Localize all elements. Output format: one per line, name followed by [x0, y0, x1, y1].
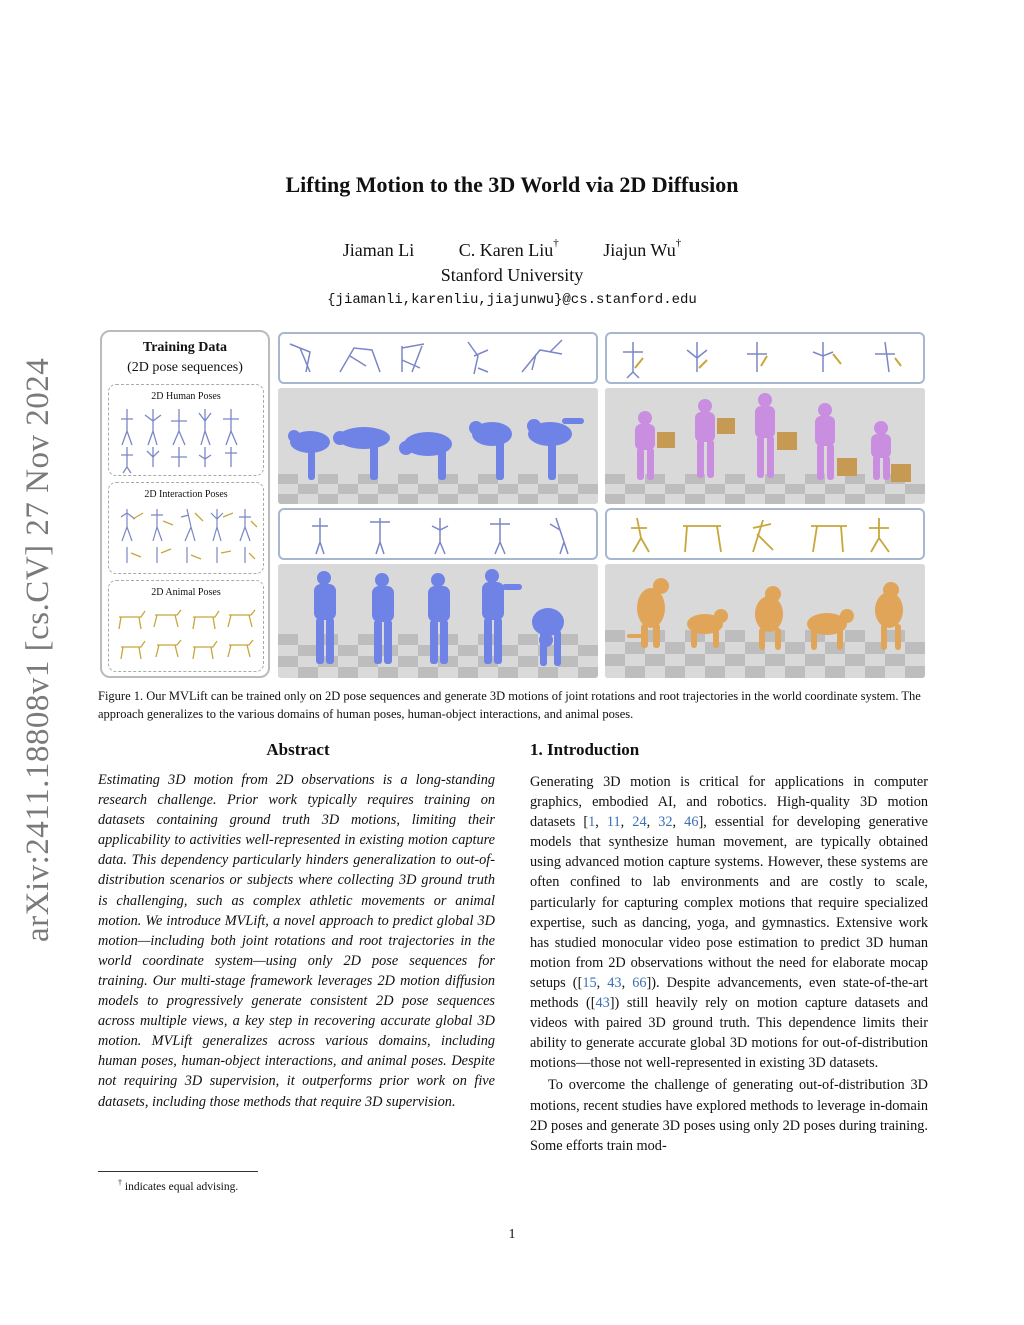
- introduction-heading: 1. Introduction: [530, 740, 640, 759]
- interaction-poses-label: 2D Interaction Poses: [144, 489, 228, 500]
- citation-link[interactable]: 32: [658, 814, 673, 831]
- citation-link[interactable]: 15: [582, 974, 597, 991]
- abstract-heading: Abstract: [266, 740, 330, 759]
- page-number: 1: [508, 1227, 516, 1242]
- citation-link[interactable]: 46: [684, 814, 699, 831]
- animal-3d-scene: [605, 564, 925, 678]
- intro-paragraph-1: Generating 3D motion is critical for applications in computer graphics, embodied AI, and robotics. High-quality 3D motion datasets [1, 11, 24, 32, 46], essential for developing generative models that synthesize human movement, are typically obtained using advanced motion capture systems. However, these systems are often confined to lab environments and are costly to scale, particularly for capturing complex motions that require specialized expertise, such as dancing, yoga, and gymnastics. Extensive work has studied monocular video pose estimation to predict 3D human motion from 2D observations without the need for elaborate mocap setups ([15, 43, 66]). Despite advancements, even state-of-the-art methods ([43]) still heavily rely on motion capture datasets and videos with paired 3D ground truth. This dependence limits their ability to generate accurate global 3D motions for out-of-distribution motions—those not well-represented in existing 3D datasets.: [530, 774, 929, 1072]
- interaction-2d-skeletons: [607, 334, 923, 382]
- arxiv-identifier: arXiv:2411.18808v1 [cs.CV] 27 Nov 2024: [20, 357, 56, 943]
- footnote: † indicates equal advising.: [118, 1178, 239, 1193]
- citation-link[interactable]: 66: [632, 974, 647, 991]
- animal-2d-skeletons: [607, 510, 923, 558]
- introduction-body: [530, 772, 928, 1156]
- author-2: C. Karen Liu†: [458, 237, 559, 260]
- footnote-divider: [98, 1171, 258, 1172]
- animal-3d-mesh-render: [605, 564, 925, 678]
- human-3d-mesh-render: [278, 388, 598, 504]
- affiliation: Stanford University: [440, 265, 584, 285]
- interaction-poses-box: [108, 482, 264, 574]
- abstract-body: Estimating 3D motion from 2D observations is a long-standing research challenge. Prior work typically requires training on datasets containing ground truth 3D motions, limiting their applicability to activities well-represented in existing motion capture data. This dependency particularly hinders generalization to out-of-distribution scenarios or subjects where collecting 3D ground truth is challenging, such as complex athletic movements or animal motion. We introduce MVLift, a novel approach to predict global 3D motion—including both joint rotations and root trajectories in the world coordinate system—using only 2D pose sequences for training. Our multi-stage framework leverages 2D motion diffusion models to progressively generate consistent 2D pose sequences across multiple views, a key step in recovering accurate global 3D motion. MVLift generalizes across various domains, including human poses, human-object interactions, and animal poses. Despite not requiring 3D supervision, it outperforms prior work on five datasets, including those methods that require 3D supervision.: [98, 772, 495, 1110]
- human-2d-skeletons: [280, 334, 596, 382]
- author-emails: {jiamanli,karenliu,jiajunwu}@cs.stanford.edu: [327, 292, 697, 308]
- training-data-panel: [100, 330, 270, 678]
- training-data-subtitle: (2D pose sequences): [127, 360, 243, 375]
- intro-paragraph-2: To overcome the challenge of generating out-of-distribution 3D motions, recent studies have explored methods to leverage in-domain 2D poses and generate 3D poses using only 2D poses during training. Some efforts train mod-: [530, 1077, 928, 1154]
- animal-2d-strip: [605, 508, 925, 560]
- citation-link[interactable]: 43: [607, 974, 622, 991]
- figure-caption: Figure 1. Our MVLift can be trained only on 2D pose sequences and generate 3D motions of joint rotations and root trajectories in the world coordinate system. The approach generalizes to the various domains of human poses, human-object interactions, and animal poses.: [98, 689, 921, 721]
- human-2d-strip-2: [278, 508, 598, 560]
- citation-link[interactable]: 43: [595, 995, 610, 1012]
- human-2d-skeletons-2: [280, 510, 596, 558]
- animal-poses-label: 2D Animal Poses: [151, 587, 221, 598]
- human-2d-strip: [278, 332, 598, 384]
- interaction-3d-scene: [605, 388, 925, 504]
- author-1: Jiaman Li: [342, 240, 415, 260]
- author-3: Jiajun Wu†: [603, 237, 682, 260]
- human-poses-box: [108, 384, 264, 476]
- animal-poses-box: [108, 580, 264, 672]
- author-list: [0, 237, 1024, 261]
- figure-1: [100, 330, 926, 680]
- human-3d-mesh-render-2: [278, 564, 598, 678]
- citation-link[interactable]: 11: [606, 814, 621, 831]
- interaction-3d-mesh-render: [605, 388, 925, 504]
- human-3d-scene: [278, 388, 598, 504]
- interaction-2d-strip: [605, 332, 925, 384]
- human-poses-label: 2D Human Poses: [151, 391, 221, 402]
- paper-title: Lifting Motion to the 3D World via 2D Diffusion: [285, 172, 739, 197]
- human-3d-scene-2: [278, 564, 598, 678]
- training-data-title: Training Data: [142, 340, 228, 355]
- citation-link[interactable]: 1: [588, 814, 596, 831]
- citation-link[interactable]: 24: [632, 814, 647, 831]
